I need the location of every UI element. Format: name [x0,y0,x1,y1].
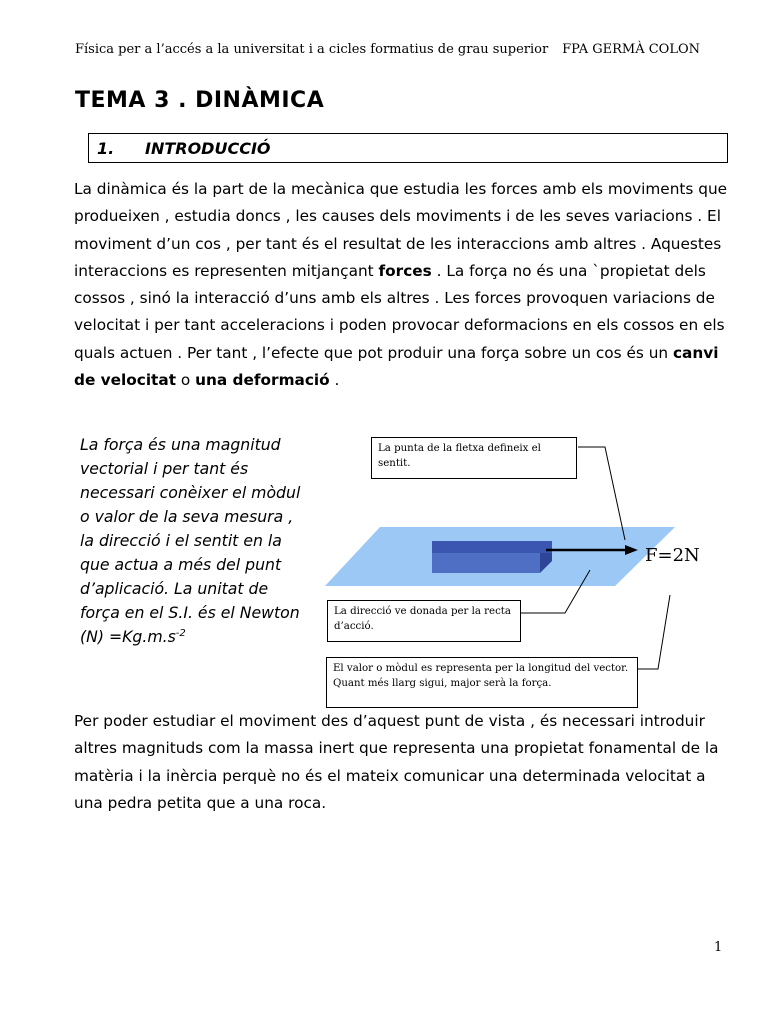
intro-text-2: . La força no és una `propietat dels cossos , sinó la interacció d’uns amb els altres . Les forces provoquen variacions de velocitat i per tant acceleracions i poden provocar deformacions en els cossos en els quals actuen . Per tant , l’efecte que pot produir una força sobre un cos és un [74,261,725,362]
page-number: 1 [714,940,723,955]
section-heading [88,133,728,163]
block-top-face [432,541,552,553]
section-number: 1. [97,138,115,158]
callout-sense: La punta de la fletxa defineix el sentit. [371,437,577,479]
header-course: Física per a l’accés a la universitat i a cicles formatius de grau superior [75,42,549,57]
callout-magnitude: El valor o mòdul es representa per la longitud del vector. Quant més llarg sigui, major serà la força. [326,657,638,708]
force-value-label: F=2N [645,545,700,566]
leader-line-magnitude [638,595,670,669]
page-title: TEMA 3 . DINÀMICA [75,88,325,113]
intro-paragraph [74,176,734,394]
force-unit-exponent: -2 [175,628,186,639]
section-title: INTRODUCCIÓ [145,138,271,158]
intro-text-4: . [329,371,340,390]
intro-bold-deformation: una deformació [195,371,330,390]
intro-text-1: La dinàmica és la part de la mecànica que estudia les forces amb els moviments que produeixen , estudia doncs , les causes dels moviments i de les seves variacions . El moviment d’un cos , per tant és el resultat de les interaccions amb altres . Aquestes interaccions es representen mitjançant [74,180,728,280]
page-header [75,42,700,57]
intro-bold-forces: forces [378,261,432,280]
intro-text-3: o [176,371,196,390]
force-definition-main: La força és una magnitud vectorial i per tant és necessari conèixer el mòdul o valor de la seva mesura , la direcció i el sentit en la que actua a més del punt d’aplicació. La unitat de força en el S.I. és el Newton (N) =Kg.m.s [80,435,301,646]
leader-line-sense [578,447,625,540]
header-school: FPA GERMÀ COLON [562,42,700,57]
callout-direction: La direcció ve donada per la recta d’acció. [327,600,521,642]
intro-bold-velocity: canvi de velocitat [74,343,719,390]
inertia-paragraph: Per poder estudiar el moviment des d’aquest punt de vista , és necessari introduir altres magnituds com la massa inert que representa una propietat fonamental de la matèria i la inèrcia perquè no és el mateix comunicar una determinada velocitat a una pedra petita que a una roca. [74,712,719,812]
force-definition-text [80,433,305,649]
